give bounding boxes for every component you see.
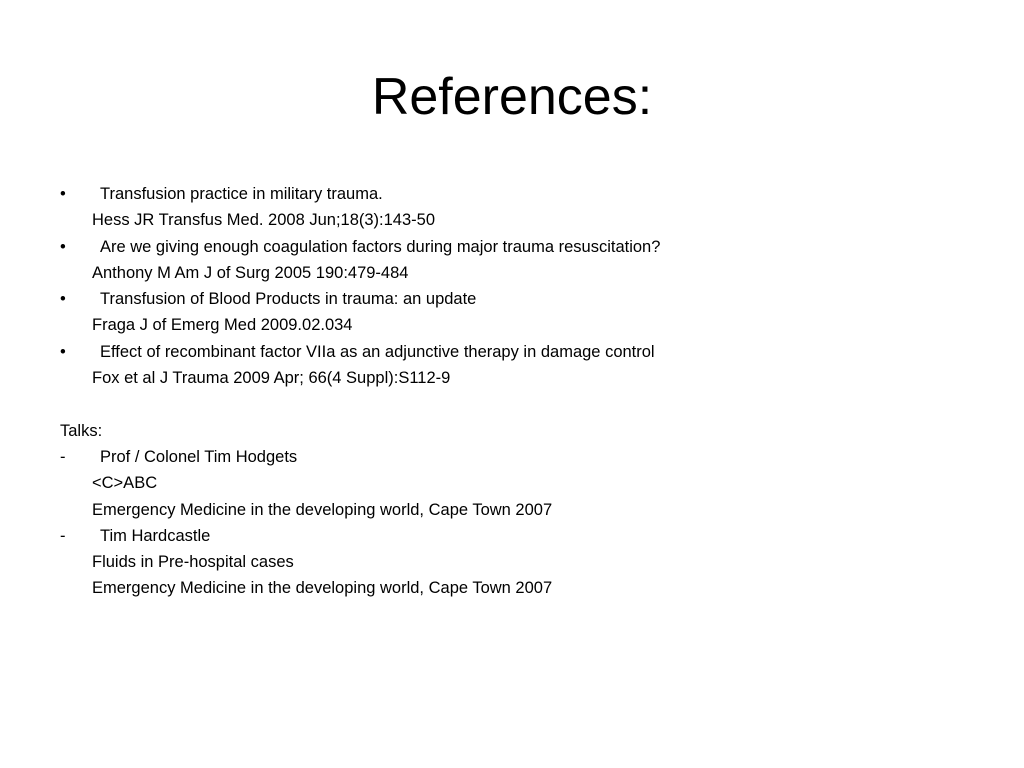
talk-detail: Fluids in Pre-hospital cases: [92, 553, 294, 572]
reference-citation-line: [60, 312, 960, 338]
reference-citation-line: [60, 260, 960, 286]
talk-detail-line: [60, 470, 960, 496]
talk-item: [60, 444, 960, 470]
reference-title: Transfusion of Blood Products in trauma: an update: [100, 290, 477, 309]
slide-title: References:: [371, 68, 653, 126]
reference-title: Effect of recombinant factor VIIa as an adjunctive therapy in damage control: [100, 342, 655, 361]
bullet-marker: •: [60, 342, 66, 361]
dash-marker: -: [60, 447, 66, 466]
talk-speaker: Tim Hardcastle: [100, 526, 211, 545]
reference-citation: Hess JR Transfus Med. 2008 Jun;18(3):143-50: [92, 211, 436, 230]
talks-heading-line: [60, 418, 960, 444]
talk-detail: Emergency Medicine in the developing world, Cape Town 2007: [92, 500, 553, 519]
talks-heading: Talks:: [60, 421, 103, 440]
talk-detail-line: [60, 497, 960, 523]
reference-item: [60, 286, 960, 312]
spacer: [60, 391, 960, 417]
reference-citation: Fox et al J Trauma 2009 Apr; 66(4 Suppl):S112-9: [92, 369, 451, 388]
slide-body: [60, 181, 960, 602]
bullet-marker: •: [60, 185, 66, 203]
bullet-marker: •: [60, 290, 66, 309]
reference-citation: Fraga J of Emerg Med 2009.02.034: [92, 316, 353, 335]
talk-speaker: Prof / Colonel Tim Hodgets: [100, 447, 298, 466]
reference-item: [60, 339, 960, 365]
bullet-marker: •: [60, 237, 66, 256]
reference-citation-line: [60, 365, 960, 391]
talk-detail: <C>ABC: [92, 474, 158, 493]
reference-item: [60, 181, 960, 207]
reference-citation: Anthony M Am J of Surg 2005 190:479-484: [92, 263, 409, 282]
reference-citation-line: [60, 207, 960, 233]
reference-title: Are we giving enough coagulation factors during major trauma resuscitation?: [100, 237, 661, 256]
talk-detail-line: [60, 549, 960, 575]
talk-item: [60, 523, 960, 549]
talk-detail: Emergency Medicine in the developing world, Cape Town 2007: [92, 579, 553, 598]
talk-detail-line: [60, 575, 960, 601]
reference-item: [60, 234, 960, 260]
reference-title: Transfusion practice in military trauma.: [100, 185, 383, 203]
dash-marker: -: [60, 526, 66, 545]
